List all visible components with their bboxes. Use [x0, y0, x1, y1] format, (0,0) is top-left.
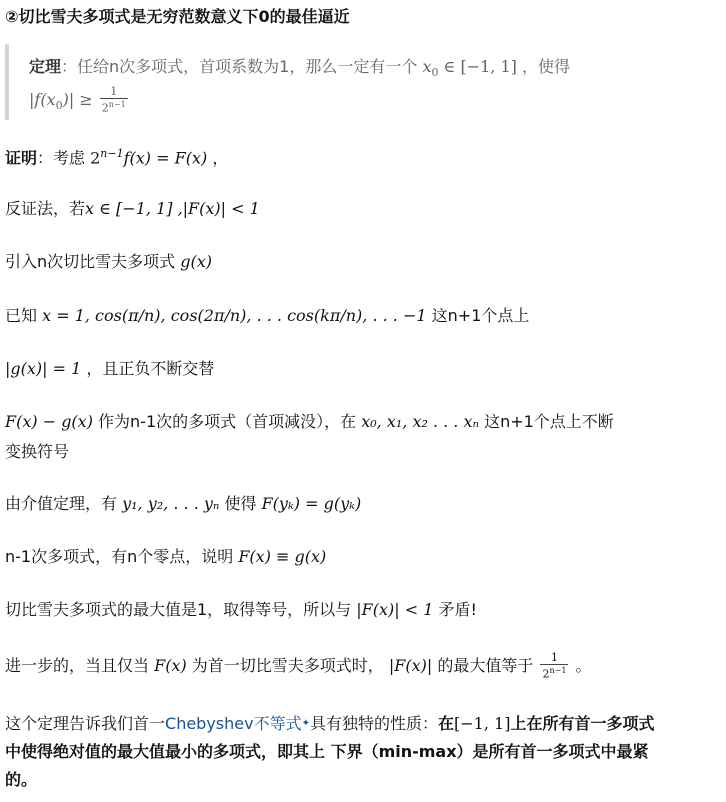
further-frac-den	[540, 665, 568, 681]
conclusion-line-2: 中使得绝对值的最大值最小的多项式，即其上 下界（min-max）是所有首一多项式中最紧	[5, 742, 649, 761]
conclusion-bold-b: 上在所有首一多项式	[510, 714, 655, 733]
difference-text-b: 这n+1个点上不断	[478, 412, 614, 431]
theorem-line2-sub: 0	[55, 99, 63, 113]
difference-line-1	[5, 410, 614, 434]
further-math-a: F(x)	[154, 655, 187, 675]
zero-text: n-1次多项式，有n个零点，说明	[5, 547, 239, 566]
max-math: |F(x)| < 1	[356, 600, 434, 619]
max-line	[5, 598, 477, 622]
theorem-frac-num: 1	[100, 86, 128, 99]
theorem-frac-den-base: 2	[101, 101, 109, 115]
ivt-math-a: y₁, y₂, . . . yₙ	[122, 494, 220, 513]
abs-math: |g(x)| = 1	[5, 359, 82, 378]
section-title: ②切比雪夫多项式是无穷范数意义下0的最佳逼近	[5, 7, 350, 26]
further-frac-num: 1	[540, 652, 568, 665]
zero-line	[5, 545, 326, 569]
theorem-frac-den	[100, 99, 128, 115]
contradiction-line	[5, 197, 260, 221]
contradiction-text: 反证法，若	[5, 199, 86, 218]
theorem-math-interval: ∈ [−1, 1]	[438, 57, 517, 76]
theorem-line-1	[29, 55, 570, 85]
conclusion-line-1	[5, 710, 654, 738]
further-frac-den-base: 2	[542, 667, 550, 681]
theorem-line2-math-end: )| ≥	[62, 89, 98, 109]
proof-label: 证明	[5, 148, 38, 168]
theorem-line2-math: |f(x	[29, 89, 56, 109]
further-frac-den-sup: n−1	[549, 666, 567, 675]
ivt-text-a: 由介值定理，有	[5, 494, 123, 513]
difference-line-2: 变换符号	[5, 442, 70, 461]
further-math-b: |F(x)|	[388, 655, 433, 675]
intro-text: 引入n次切比雪夫多项式	[5, 252, 181, 271]
further-text-a: 进一步的，当且仅当	[5, 655, 155, 675]
chebyshev-link[interactable]: Chebyshev不等式	[165, 714, 302, 733]
zero-math: F(x) ≡ g(x)	[238, 547, 327, 566]
difference-text-a: 作为n-1次的多项式（首项减没），在	[92, 412, 362, 431]
ivt-math-b: F(yₖ) = g(yₖ)	[261, 494, 362, 513]
conclusion-math: [−1, 1]	[454, 714, 511, 733]
conclusion-text-b: 具有独特的性质：	[309, 714, 438, 733]
contradiction-math: x ∈ [−1, 1] ,|F(x)| < 1	[85, 199, 260, 218]
theorem-frac-den-sup: n−1	[108, 100, 126, 109]
proof-text-end: ，	[207, 148, 229, 168]
theorem-text-b: ，使得	[516, 57, 570, 76]
conclusion-line-3: 的。	[5, 770, 38, 789]
known-math: x = 1, cos(π/n), cos(2π/n), . . . cos(kπ/n), . . . −1	[42, 306, 427, 325]
theorem-blockquote	[5, 44, 719, 120]
proof-text: ：考虑	[37, 148, 91, 168]
conclusion-text-a: 这个定理告诉我们首一	[5, 714, 166, 733]
intro-math: g(x)	[180, 252, 212, 271]
proof-line	[5, 142, 228, 170]
theorem-line-2	[29, 86, 130, 118]
further-text-d: 。	[570, 655, 592, 675]
ivt-line	[5, 492, 361, 516]
known-line	[5, 304, 529, 328]
further-text-b: 为首一切比雪夫多项式时，	[186, 655, 389, 675]
proof-math-base: 2	[90, 148, 101, 168]
theorem-fraction	[100, 86, 128, 115]
proof-math-rest: f(x) = F(x)	[123, 148, 208, 168]
theorem-text-a: ：任给n次多项式，首项系数为1，那么一定有一个	[61, 57, 423, 76]
known-text: 已知	[5, 306, 43, 325]
intro-line	[5, 250, 212, 274]
further-line	[5, 652, 592, 681]
proof-math-sup: n−1	[100, 147, 124, 160]
conclusion-bold-a: 在	[438, 714, 455, 733]
theorem-label: 定理	[29, 57, 62, 76]
abs-line	[5, 357, 214, 381]
theorem-math-sub: 0	[431, 66, 439, 80]
known-text-end: 这n+1个点上	[426, 306, 530, 325]
max-text-b: 矛盾!	[433, 600, 477, 619]
further-fraction	[540, 652, 568, 681]
theorem-math-x: x	[422, 57, 432, 76]
difference-math-a: F(x) − g(x)	[5, 412, 93, 431]
ivt-text-b: 使得	[219, 494, 262, 513]
abs-text: ，且正负不断交替	[81, 359, 215, 378]
difference-math-b: x₀, x₁, x₂ . . . xₙ	[361, 412, 479, 431]
further-text-c: 的最大值等于	[432, 655, 539, 675]
max-text-a: 切比雪夫多项式的最大值是1，取得等号，所以与	[5, 600, 357, 619]
link-sparkle-icon: ✦	[301, 718, 310, 729]
